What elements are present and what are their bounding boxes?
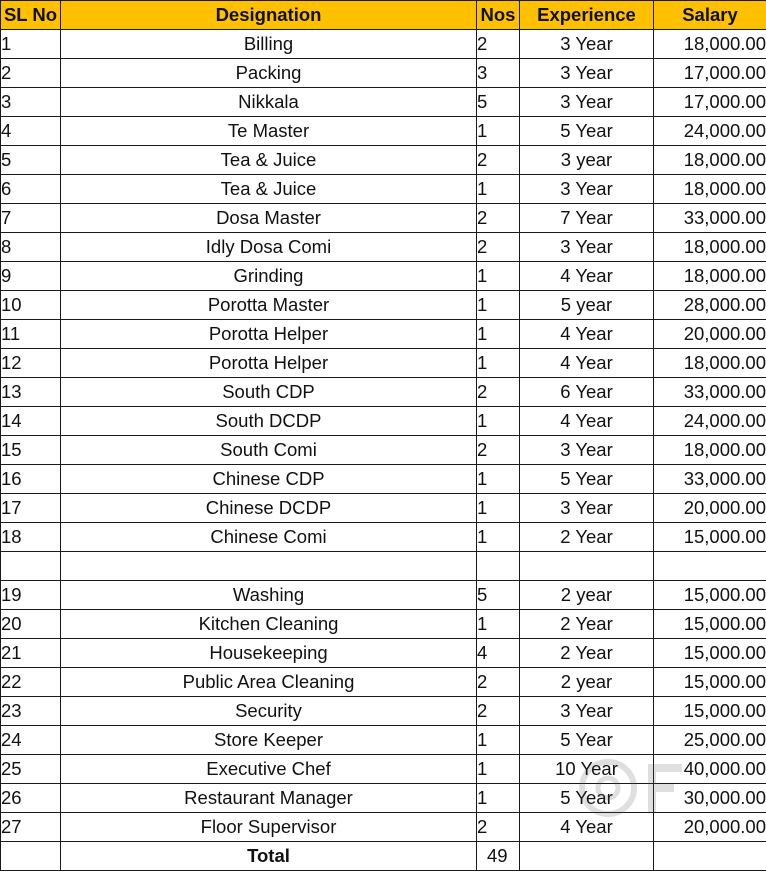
nos-cell[interactable]: 1 xyxy=(477,175,520,204)
designation-cell[interactable]: Te Master xyxy=(61,117,477,146)
experience-cell[interactable]: 5 Year xyxy=(520,117,654,146)
sl-no-cell[interactable]: 22 xyxy=(1,668,61,697)
nos-cell[interactable]: 1 xyxy=(477,610,520,639)
experience-cell[interactable]: 2 Year xyxy=(520,639,654,668)
designation-cell[interactable]: Porotta Helper xyxy=(61,320,477,349)
designation-cell[interactable]: Washing xyxy=(61,581,477,610)
table-row xyxy=(1,378,766,407)
salary-cell[interactable]: 20,000.00 xyxy=(654,494,766,523)
nos-cell[interactable]: 5 xyxy=(477,88,520,117)
salary-cell[interactable]: 33,000.00 xyxy=(654,378,766,407)
table-row xyxy=(1,610,766,639)
salary-cell[interactable]: 24,000.00 xyxy=(654,117,766,146)
salary-cell[interactable]: 15,000.00 xyxy=(654,610,766,639)
experience-cell[interactable]: 10 Year xyxy=(520,755,654,784)
designation-cell[interactable]: Security xyxy=(61,697,477,726)
salary-cell[interactable]: 15,000.00 xyxy=(654,581,766,610)
nos-cell[interactable]: 2 xyxy=(477,668,520,697)
sl-no-cell[interactable]: 27 xyxy=(1,813,61,842)
sl-no-cell[interactable]: 15 xyxy=(1,436,61,465)
designation-cell[interactable]: Executive Chef xyxy=(61,755,477,784)
sl-no-cell[interactable]: 21 xyxy=(1,639,61,668)
table-row xyxy=(1,291,766,320)
nos-cell[interactable]: 4 xyxy=(477,639,520,668)
nos-cell[interactable]: 2 xyxy=(477,436,520,465)
experience-cell[interactable]: 3 Year xyxy=(520,175,654,204)
salary-cell[interactable]: 18,000.00 xyxy=(654,349,766,378)
experience-cell[interactable]: 5 year xyxy=(520,291,654,320)
experience-cell[interactable]: 3 Year xyxy=(520,436,654,465)
designation-cell[interactable]: Tea & Juice xyxy=(61,146,477,175)
experience-cell[interactable]: 2 year xyxy=(520,581,654,610)
experience-cell[interactable]: 3 Year xyxy=(520,697,654,726)
designation-cell[interactable]: Public Area Cleaning xyxy=(61,668,477,697)
designation-cell[interactable]: Chinese CDP xyxy=(61,465,477,494)
salary-cell[interactable]: 18,000.00 xyxy=(654,436,766,465)
experience-cell[interactable]: 3 Year xyxy=(520,59,654,88)
experience-cell[interactable]: 5 Year xyxy=(520,726,654,755)
salary-cell[interactable]: 30,000.00 xyxy=(654,784,766,813)
table-row xyxy=(1,552,766,581)
designation-cell[interactable]: Kitchen Cleaning xyxy=(61,610,477,639)
table-row xyxy=(1,726,766,755)
designation-cell[interactable]: Idly Dosa Comi xyxy=(61,233,477,262)
header-experience[interactable]: Experience xyxy=(520,1,654,30)
header-designation[interactable]: Designation xyxy=(61,1,477,30)
nos-cell[interactable]: 1 xyxy=(477,291,520,320)
designation-cell[interactable]: Grinding xyxy=(61,262,477,291)
salary-cell[interactable]: 18,000.00 xyxy=(654,30,766,59)
sl-no-cell[interactable]: 24 xyxy=(1,726,61,755)
designation-cell[interactable]: Dosa Master xyxy=(61,204,477,233)
experience-cell[interactable]: 4 Year xyxy=(520,320,654,349)
salary-cell[interactable]: 18,000.00 xyxy=(654,262,766,291)
header-nos[interactable]: Nos xyxy=(477,1,520,30)
sl-no-cell[interactable]: 20 xyxy=(1,610,61,639)
designation-cell[interactable]: Restaurant Manager xyxy=(61,784,477,813)
designation-cell[interactable]: Porotta Master xyxy=(61,291,477,320)
designation-cell[interactable]: Packing xyxy=(61,59,477,88)
nos-cell[interactable]: 1 xyxy=(477,784,520,813)
salary-cell[interactable]: 18,000.00 xyxy=(654,146,766,175)
total-row xyxy=(1,842,766,871)
experience-cell[interactable]: 7 Year xyxy=(520,204,654,233)
nos-cell[interactable] xyxy=(477,552,520,581)
nos-cell[interactable]: 1 xyxy=(477,262,520,291)
salary-cell[interactable]: 33,000.00 xyxy=(654,204,766,233)
table-row xyxy=(1,668,766,697)
sl-no-cell[interactable]: 1 xyxy=(1,30,61,59)
salary-cell[interactable]: 15,000.00 xyxy=(654,697,766,726)
sl-no-cell[interactable]: 11 xyxy=(1,320,61,349)
experience-cell[interactable]: 2 year xyxy=(520,668,654,697)
total-nos-cell[interactable]: 49 xyxy=(477,842,520,871)
total-salary-cell[interactable] xyxy=(654,842,766,871)
salary-cell[interactable]: 17,000.00 xyxy=(654,88,766,117)
salary-cell[interactable]: 18,000.00 xyxy=(654,175,766,204)
experience-cell[interactable]: 2 Year xyxy=(520,523,654,552)
experience-cell[interactable]: 3 Year xyxy=(520,494,654,523)
sl-no-cell[interactable]: 13 xyxy=(1,378,61,407)
nos-cell[interactable]: 2 xyxy=(477,146,520,175)
sl-no-cell[interactable]: 25 xyxy=(1,755,61,784)
nos-cell[interactable]: 1 xyxy=(477,726,520,755)
experience-cell[interactable]: 5 Year xyxy=(520,465,654,494)
designation-cell[interactable]: South CDP xyxy=(61,378,477,407)
salary-cell[interactable] xyxy=(654,552,766,581)
designation-cell[interactable]: Housekeeping xyxy=(61,639,477,668)
experience-cell[interactable]: 6 Year xyxy=(520,378,654,407)
designation-cell[interactable] xyxy=(61,552,477,581)
table-row xyxy=(1,117,766,146)
salary-cell[interactable]: 18,000.00 xyxy=(654,233,766,262)
designation-cell[interactable]: Chinese DCDP xyxy=(61,494,477,523)
nos-cell[interactable]: 5 xyxy=(477,581,520,610)
table-row xyxy=(1,262,766,291)
sl-no-cell[interactable]: 18 xyxy=(1,523,61,552)
header-salary[interactable]: Salary xyxy=(654,1,766,30)
designation-cell[interactable]: South DCDP xyxy=(61,407,477,436)
nos-cell[interactable]: 3 xyxy=(477,59,520,88)
nos-cell[interactable]: 1 xyxy=(477,320,520,349)
experience-cell[interactable]: 3 year xyxy=(520,146,654,175)
designation-cell[interactable]: Chinese Comi xyxy=(61,523,477,552)
sl-no-cell[interactable] xyxy=(1,552,61,581)
experience-cell[interactable]: 4 Year xyxy=(520,813,654,842)
sl-no-cell[interactable]: 8 xyxy=(1,233,61,262)
sl-no-cell[interactable]: 10 xyxy=(1,291,61,320)
table-row xyxy=(1,320,766,349)
designation-cell[interactable]: Billing xyxy=(61,30,477,59)
table-row xyxy=(1,30,766,59)
designation-cell[interactable]: Tea & Juice xyxy=(61,175,477,204)
header-sl-no[interactable]: SL No xyxy=(1,1,61,30)
salary-cell[interactable]: 15,000.00 xyxy=(654,523,766,552)
table-row xyxy=(1,813,766,842)
nos-cell[interactable]: 2 xyxy=(477,813,520,842)
total-label-cell[interactable]: Total xyxy=(61,842,477,871)
table-row xyxy=(1,175,766,204)
salary-cell[interactable]: 28,000.00 xyxy=(654,291,766,320)
designation-cell[interactable]: Porotta Helper xyxy=(61,349,477,378)
nos-cell[interactable]: 1 xyxy=(477,117,520,146)
salary-cell[interactable]: 24,000.00 xyxy=(654,407,766,436)
sl-no-cell[interactable]: 23 xyxy=(1,697,61,726)
nos-cell[interactable]: 1 xyxy=(477,523,520,552)
experience-cell[interactable] xyxy=(520,552,654,581)
nos-cell[interactable]: 2 xyxy=(477,697,520,726)
table-row xyxy=(1,784,766,813)
total-sl-cell[interactable] xyxy=(1,842,61,871)
table-body xyxy=(1,30,766,842)
table-row xyxy=(1,349,766,378)
table-row xyxy=(1,436,766,465)
nos-cell[interactable]: 1 xyxy=(477,755,520,784)
experience-cell[interactable]: 2 Year xyxy=(520,610,654,639)
nos-cell[interactable]: 2 xyxy=(477,30,520,59)
salary-cell[interactable]: 17,000.00 xyxy=(654,59,766,88)
designation-cell[interactable]: South Comi xyxy=(61,436,477,465)
sl-no-cell[interactable]: 9 xyxy=(1,262,61,291)
nos-cell[interactable]: 1 xyxy=(477,349,520,378)
sl-no-cell[interactable]: 6 xyxy=(1,175,61,204)
table-row xyxy=(1,59,766,88)
experience-cell[interactable]: 4 Year xyxy=(520,407,654,436)
table-row xyxy=(1,88,766,117)
salary-cell[interactable]: 33,000.00 xyxy=(654,465,766,494)
table-row xyxy=(1,581,766,610)
sl-no-cell[interactable]: 12 xyxy=(1,349,61,378)
designation-cell[interactable]: Nikkala xyxy=(61,88,477,117)
experience-cell[interactable]: 3 Year xyxy=(520,88,654,117)
sl-no-cell[interactable]: 7 xyxy=(1,204,61,233)
sl-no-cell[interactable]: 17 xyxy=(1,494,61,523)
salary-cell[interactable]: 15,000.00 xyxy=(654,668,766,697)
sl-no-cell[interactable]: 2 xyxy=(1,59,61,88)
salary-cell[interactable]: 25,000.00 xyxy=(654,726,766,755)
sl-no-cell[interactable]: 19 xyxy=(1,581,61,610)
sl-no-cell[interactable]: 4 xyxy=(1,117,61,146)
table-row xyxy=(1,697,766,726)
nos-cell[interactable]: 2 xyxy=(477,378,520,407)
salary-cell[interactable]: 20,000.00 xyxy=(654,813,766,842)
table-row xyxy=(1,233,766,262)
salary-cell[interactable]: 40,000.00 xyxy=(654,755,766,784)
sl-no-cell[interactable]: 26 xyxy=(1,784,61,813)
experience-cell[interactable]: 3 Year xyxy=(520,233,654,262)
table-row xyxy=(1,204,766,233)
experience-cell[interactable]: 4 Year xyxy=(520,349,654,378)
table-row xyxy=(1,494,766,523)
designation-cell[interactable]: Floor Supervisor xyxy=(61,813,477,842)
total-experience-cell[interactable] xyxy=(520,842,654,871)
salary-cell[interactable]: 15,000.00 xyxy=(654,639,766,668)
sl-no-cell[interactable]: 5 xyxy=(1,146,61,175)
table-row xyxy=(1,523,766,552)
experience-cell[interactable]: 5 Year xyxy=(520,784,654,813)
table-row xyxy=(1,755,766,784)
sl-no-cell[interactable]: 14 xyxy=(1,407,61,436)
nos-cell[interactable]: 1 xyxy=(477,465,520,494)
experience-cell[interactable]: 3 Year xyxy=(520,30,654,59)
experience-cell[interactable]: 4 Year xyxy=(520,262,654,291)
nos-cell[interactable]: 2 xyxy=(477,204,520,233)
nos-cell[interactable]: 1 xyxy=(477,494,520,523)
table-row xyxy=(1,465,766,494)
table-row xyxy=(1,146,766,175)
header-row xyxy=(1,1,766,30)
designation-cell[interactable]: Store Keeper xyxy=(61,726,477,755)
sl-no-cell[interactable]: 3 xyxy=(1,88,61,117)
nos-cell[interactable]: 2 xyxy=(477,233,520,262)
sl-no-cell[interactable]: 16 xyxy=(1,465,61,494)
nos-cell[interactable]: 1 xyxy=(477,407,520,436)
table-row xyxy=(1,639,766,668)
table-row xyxy=(1,407,766,436)
salary-cell[interactable]: 20,000.00 xyxy=(654,320,766,349)
